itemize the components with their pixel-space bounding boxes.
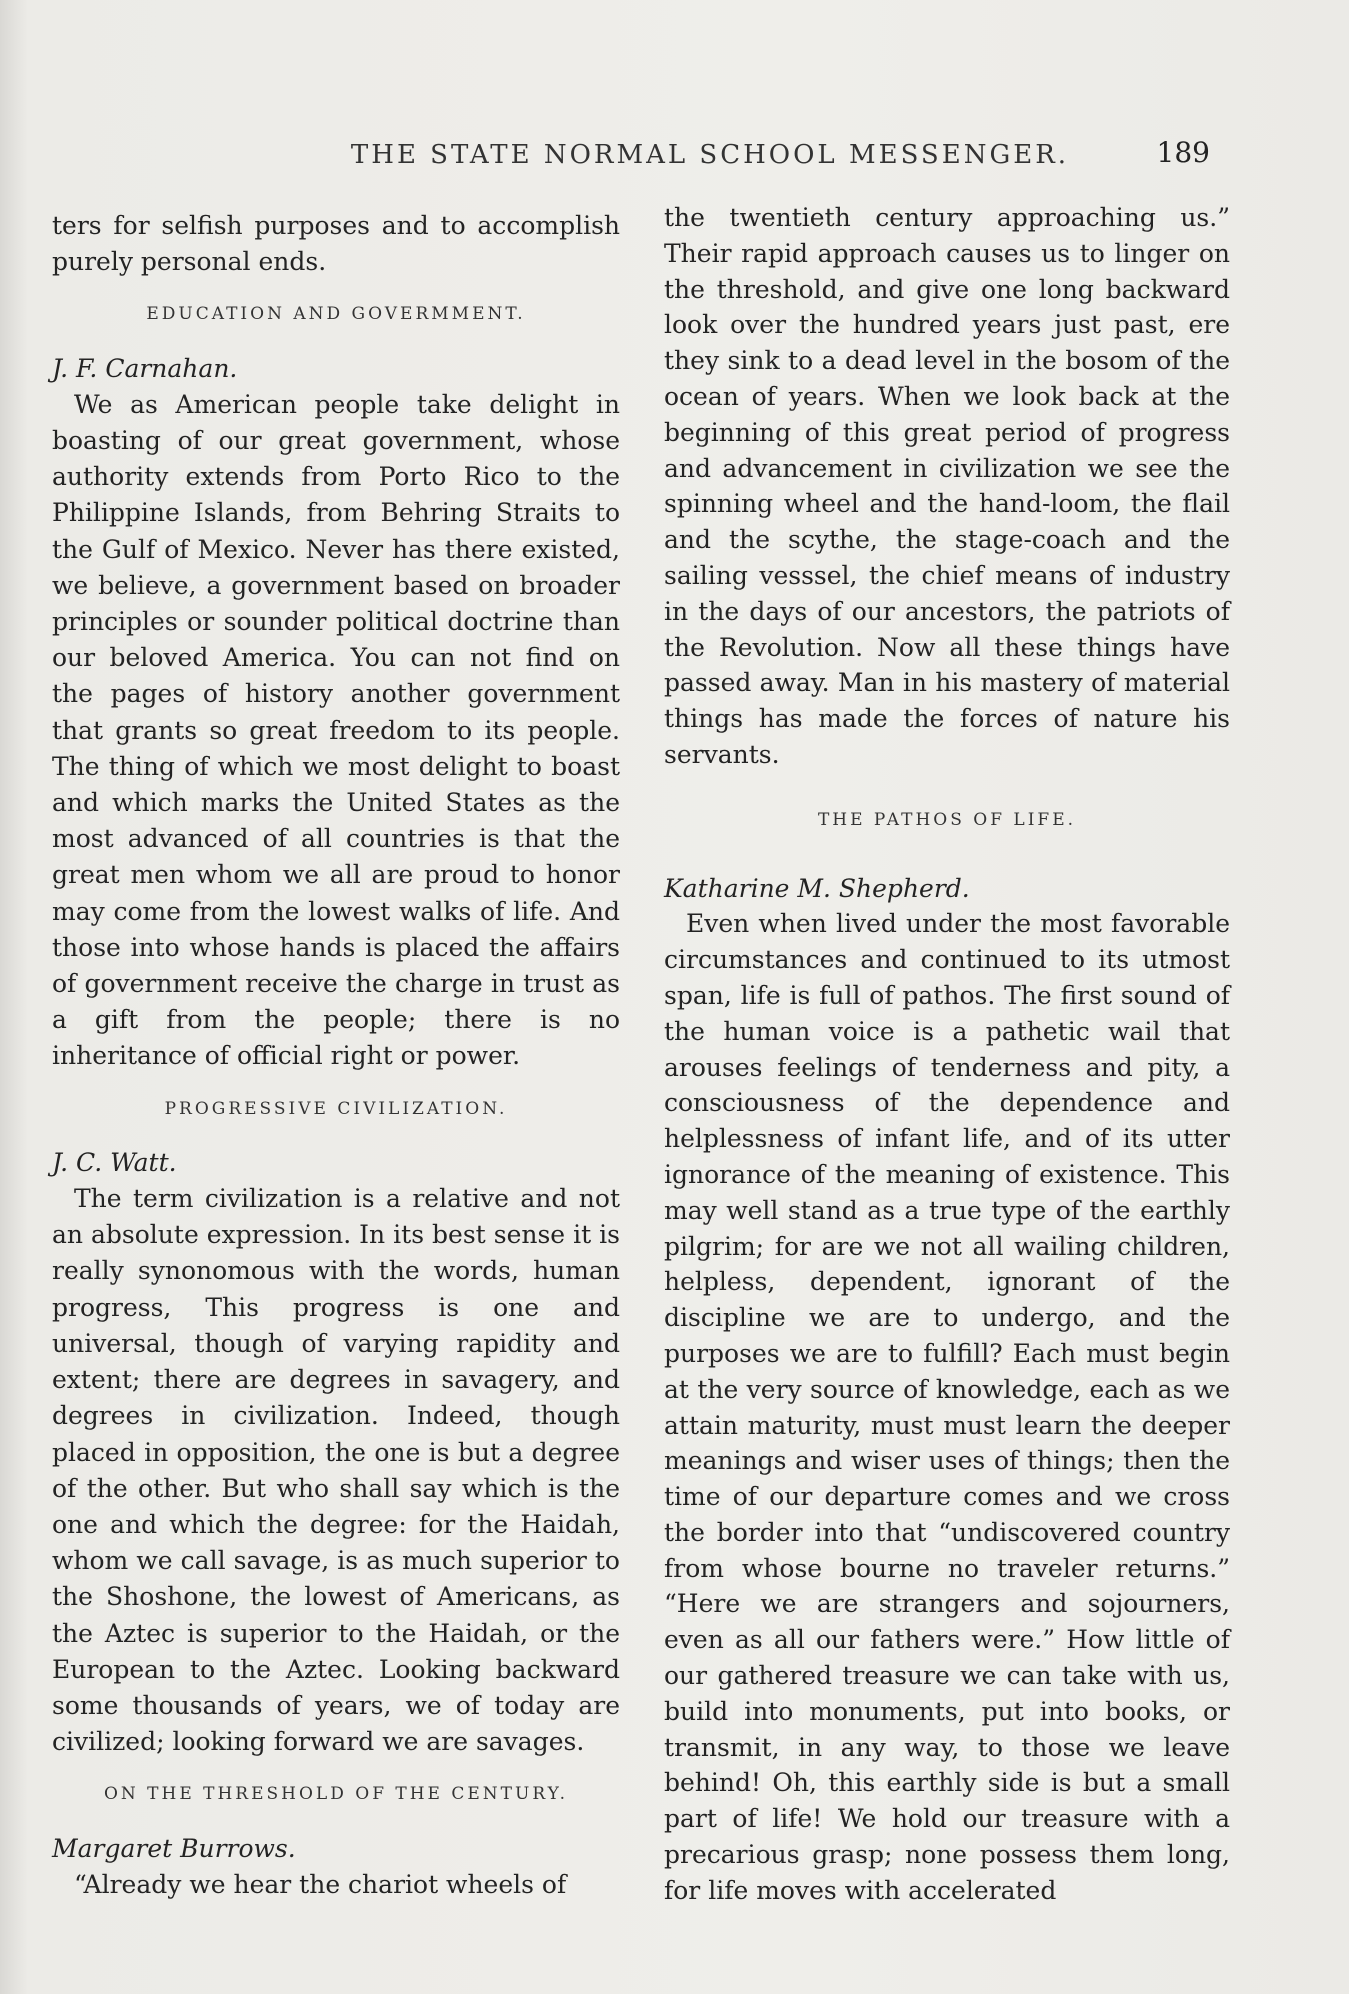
author-watt: J. C. Watt.	[52, 1147, 177, 1177]
paragraph-civilization: The term civilization is a relative and not an absolute expression. In its best sense it is really synonomous with the words, human progress, This progress is one and universal, though of varying rapidity and extent; there are degrees in savagery, and degrees in civilization. Indeed, though placed in opposition, the one is but a degree of the other. But who shall say which is the one and which the degree: for the Haidah, whom we call savage, is as much superior to the Shoshone, the lowest of Americans, as the Aztec is superior to the Haidah, or the European to the Aztec. Looking backward some thousands of years, we of today are civilized; looking forward we are savages.	[52, 1184, 620, 1757]
section-heading-pathos: THE PATHOS OF LIFE.	[817, 809, 1077, 830]
paragraph-threshold-continued: the twentieth century approaching us.” Their rapid approach causes us to linger on the threshold, and give one long backward look over the hundred years just past, ere they sink to a dead level in the bosom of the ocean of years. When we look back at the beginning of this great period of progress and advancement in civilization we see the spinning wheel and the hand-loom, the flail and the scythe, the stage-coach and the sailing vesssel, the chief means of industry in the days of our ancestors, the patriots of the Revolution. Now all these things have passed away. Man in his mastery of material things has made the forces of nature his servants.	[664, 203, 1230, 769]
page-number: 189	[1156, 136, 1210, 169]
author-shepherd: Katharine M. Shepherd.	[664, 873, 970, 903]
running-title: THE STATE NORMAL SCHOOL MESSENGER.	[350, 140, 1070, 170]
section-heading-civilization: PROGRESSIVE CIVILIZATION.	[164, 1098, 508, 1119]
left-column	[52, 208, 620, 1903]
paragraph-pathos: Even when lived under the most favorable circumstances and continued to its utmost span, life is full of pathos. The first sound of the human voice is a pathetic wail that arouses feelings of tenderness and pity, a consciousness of the dependence and helplessness of infant life, and of its utter ignorance of the meaning of existence. This may well stand as a true type of the earthly pilgrim; for are we not all wailing children, helpless, dependent, ignorant of the discipline we are to undergo, and the purposes we are to fulfill? Each must begin at the very source of knowledge, each as we attain maturity, must must learn the deeper meanings and wiser uses of things; then the time of our departure comes and we cross the border into that “undiscovered country from whose bourne no traveler returns.” “Here we are strangers and sojourners, even as all our fathers were.” How little of our gathered treasure we can take with us, build into monuments, put into books, or transmit, in any way, to those we leave behind! Oh, this earthly side is but a small part of life! We hold our treasure with a precarious grasp; none possess them long, for life moves with accelerated	[664, 909, 1230, 1905]
section-heading-education: EDUCATION AND GOVERMMENT.	[146, 304, 526, 325]
page-header	[180, 136, 1240, 180]
author-carnahan: J. F. Carnahan.	[52, 353, 238, 383]
author-burrows: Margaret Burrows.	[52, 1833, 296, 1863]
paragraph-education: We as American people take delight in boasting of our great government, whose authority extends from Porto Rico to the Philippine Islands, from Behring Straits to the Gulf of Mexico. Never has there existed, we believe, a government based on broader principles or sounder political doctrine than our beloved America. You can not find on the pages of history another government that grants so great freedom to its people. The thing of which we most delight to boast and which marks the United States as the most advanced of all countries is that the great men whom we all are proud to honor may come from the lowest walks of life. And those into whose hands is placed the affairs of government receive the charge in trust as a gift from the people; there is no inheritance of official right or power.	[52, 389, 620, 1071]
paragraph-threshold-start: “Already we hear the chariot wheels of	[74, 1869, 567, 1899]
right-column	[664, 200, 1230, 1909]
section-heading-threshold: ON THE THRESHOLD OF THE CENTURY.	[103, 1784, 569, 1805]
continuation-paragraph: ters for selfish purposes and to accomplish purely personal ends.	[52, 211, 620, 277]
